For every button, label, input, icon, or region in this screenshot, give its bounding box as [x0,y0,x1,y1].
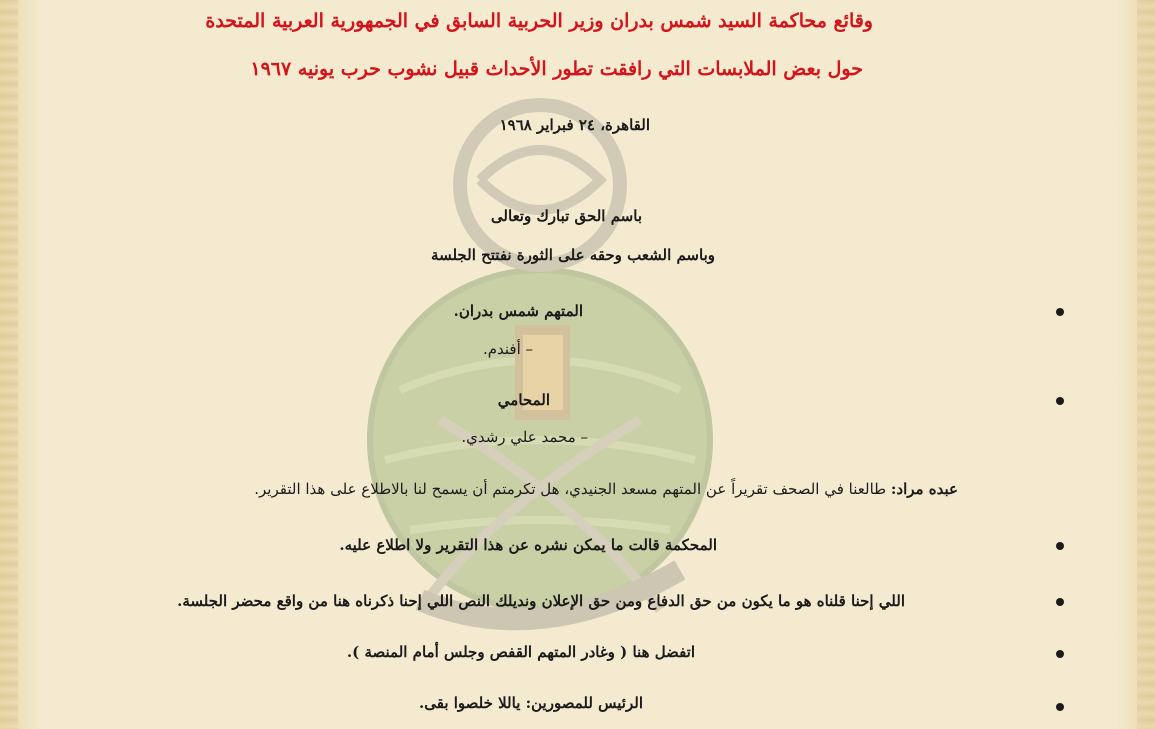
entry-line: المحكمة قالت ما يمكن نشره عن هذا التقرير ولا اطلاع عليه. [339,536,717,554]
title-line-1: وقائع محاكمة السيد شمس بدران وزير الحربية السابق في الجمهورية العربية المتحدة [205,10,873,32]
bullet-marker [1056,542,1064,550]
opening-line-1: باسم الحق تبارك وتعالى [490,207,642,225]
title-line-2: حول بعض الملابسات التي رافقت تطور الأحداث قبيل نشوب حرب يونيه ١٩٦٧ [250,58,863,80]
speaker-label: عبده مراد: [890,480,958,498]
bullet-marker [1056,650,1064,658]
bullet-marker [1056,308,1064,316]
entry-line: اتفضل هنا ( وغادر المتهم القفص وجلس أمام المنصة ). [346,643,695,661]
entry-line: – أفندم. [482,340,533,358]
speaker-text: طالعنا في الصحف تقريراً عن المتهم مسعد الجنيدي، هل تكرمتم أن يسمح لنا بالاطلاع على هذا التقرير. [254,480,887,498]
bullet-marker [1056,397,1064,405]
entry-line: – محمد علي رشدي. [461,428,588,446]
bullet-marker [1056,598,1064,606]
entry-line: المتهم شمس بدران. [453,302,583,320]
opening-line-2: وباسم الشعب وحقه على الثورة نفتتح الجلسة [431,246,715,264]
entry-line: اللي إحنا قلناه هو ما يكون من حق الدفاع ومن حق الإعلان ونديلك النص اللي إحنا ذكرناه هنا من واقع محضر الجلسة. [177,592,905,610]
entry-line: الرئيس للمصورين: ياللا خلصوا بقى. [419,694,643,712]
entry-line: المحامي [497,391,550,409]
entry-line-with-speaker [254,480,958,498]
dateline: القاهرة، ٢٤ فبراير ١٩٦٨ [499,116,650,134]
bullet-marker [1056,703,1064,711]
